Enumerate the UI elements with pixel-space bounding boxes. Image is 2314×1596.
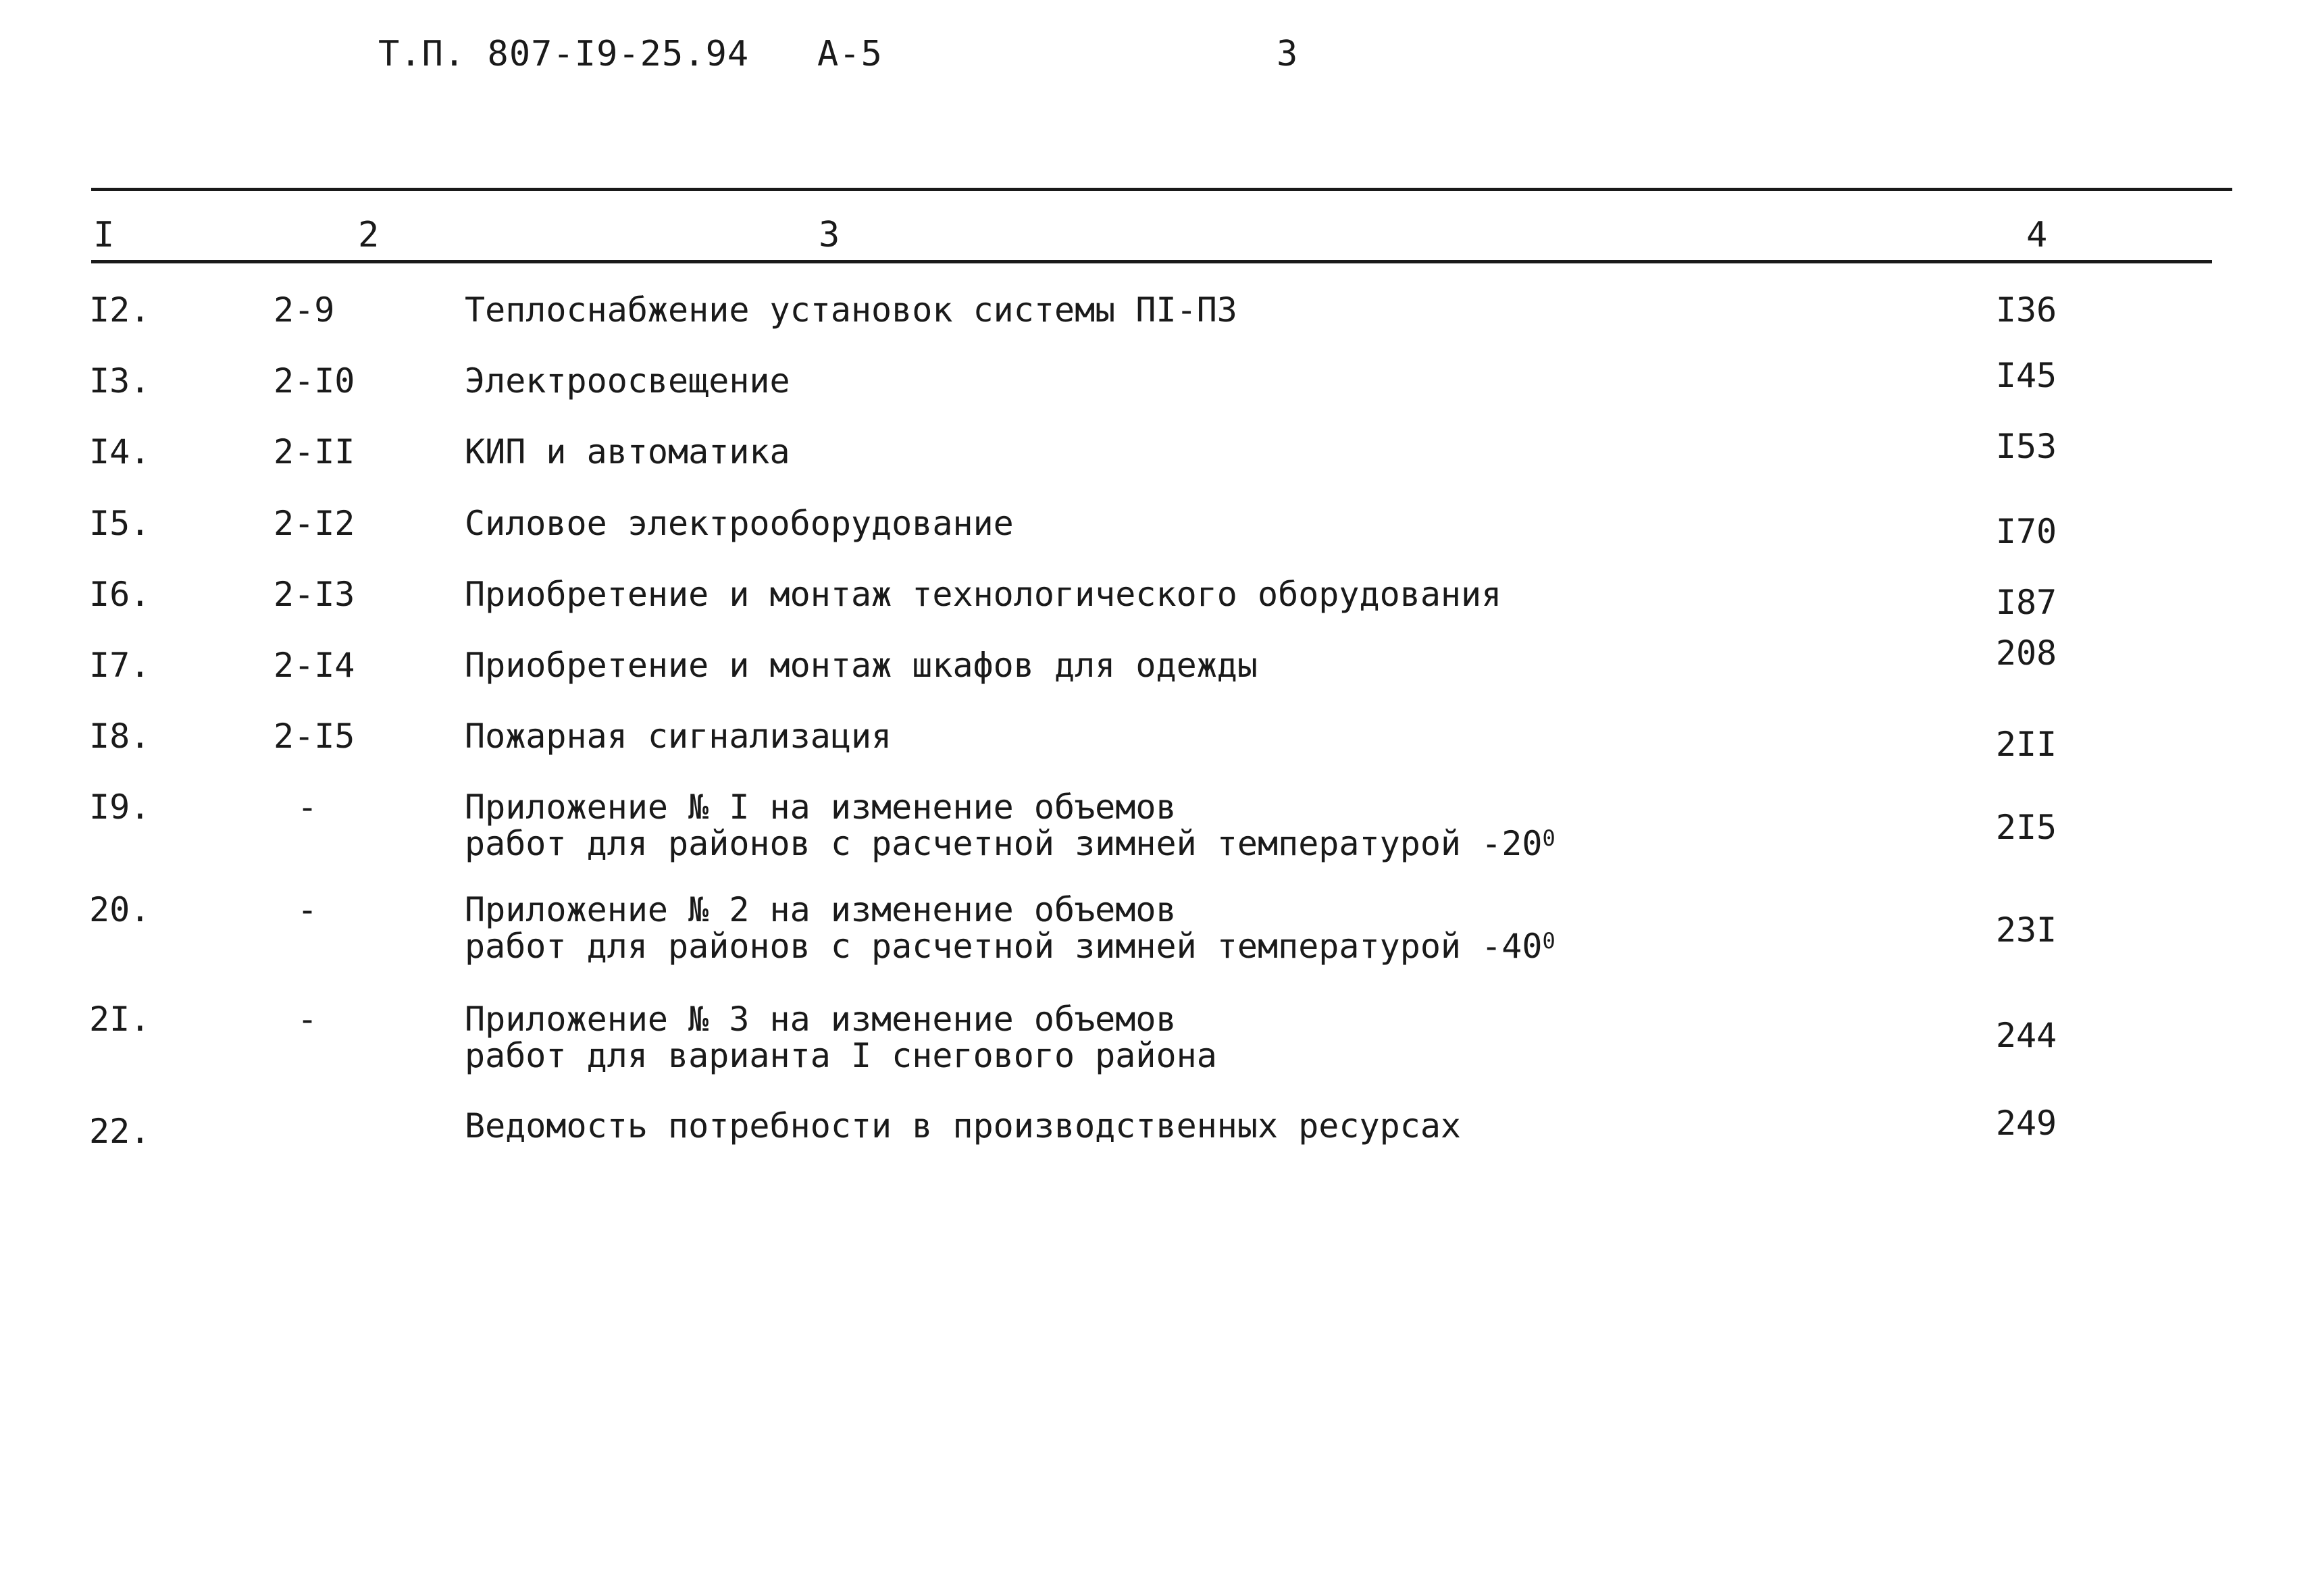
row-title [465, 1108, 1461, 1144]
row-code: - [297, 1000, 318, 1039]
row-page: 2II [1995, 725, 2057, 764]
row-title [465, 789, 1555, 862]
row-number: I4. [89, 432, 151, 471]
row-code: 2-I5 [274, 717, 355, 756]
page-number: 3 [1277, 34, 1299, 74]
row-code: 2-II [274, 432, 355, 471]
row-title [465, 576, 1501, 613]
row-page: 249 [1995, 1104, 2057, 1143]
table-top-rule [91, 188, 2232, 191]
column-header-3: 3 [819, 215, 840, 255]
row-page: I87 [1995, 583, 2057, 622]
row-title-line: Электроосвещение [465, 361, 790, 401]
column-header-4: 4 [2026, 215, 2048, 255]
row-title-line: работ для районов с расчетной зимней температурой $-40^0$ [465, 927, 1555, 966]
row-title-line: Теплоснабжение установок системы ПI-П3 [465, 290, 1237, 330]
row-title [465, 718, 892, 754]
row-number: I5. [89, 504, 151, 543]
row-code: - [297, 890, 318, 929]
row-code: 2-I3 [274, 575, 355, 614]
row-title-line: Силовое электрооборудование [465, 504, 1014, 543]
row-number: I2. [89, 290, 151, 330]
row-title-line: Приобретение и монтаж шкафов для одежды [465, 646, 1258, 685]
row-title [465, 505, 1014, 542]
document-code: Т.П. 807-I9-25.94 [378, 34, 750, 74]
row-number: I9. [89, 788, 151, 827]
row-title [465, 647, 1258, 684]
sheet-label: А-5 [817, 34, 883, 74]
row-page: I53 [1995, 427, 2057, 466]
degree-superscript: 0 [1542, 825, 1555, 851]
row-title-line: Ведомость потребности в производственных ресурсах [465, 1106, 1462, 1145]
row-title-line: Приложение № 3 на изменение объемов [465, 1000, 1177, 1039]
row-number: 20. [89, 890, 151, 929]
degree-superscript: 0 [1542, 928, 1555, 954]
row-code: 2-9 [274, 290, 335, 330]
row-code: - [297, 788, 318, 827]
row-page: I70 [1995, 512, 2057, 551]
row-code: 2-I4 [274, 646, 355, 685]
row-title-line: КИП и автоматика [465, 432, 790, 471]
table-header-rule [91, 260, 2212, 263]
row-page: I45 [1995, 356, 2057, 395]
row-title-line: Пожарная сигнализация [465, 717, 892, 756]
row-number: I8. [89, 717, 151, 756]
row-title [465, 1001, 1217, 1074]
row-page: 244 [1995, 1016, 2057, 1055]
row-title-line: Приобретение и монтаж технологического оборудования [465, 575, 1502, 614]
row-page: 2I5 [1995, 808, 2057, 847]
row-number: I3. [89, 361, 151, 401]
row-number: 2I. [89, 1000, 151, 1039]
column-header-2: 2 [358, 215, 380, 255]
row-page: I36 [1995, 290, 2057, 330]
row-number: I7. [89, 646, 151, 685]
row-title-line: Приложение № I на изменение объемов [465, 788, 1177, 827]
row-title-line: работ для варианта I снегового района [465, 1036, 1217, 1075]
row-page: 208 [1995, 634, 2057, 673]
row-number: 22. [89, 1112, 151, 1151]
row-title [465, 292, 1237, 328]
row-title [465, 892, 1555, 964]
row-title-line: Приложение № 2 на изменение объемов [465, 890, 1177, 929]
row-page: 23I [1995, 910, 2057, 950]
row-number: I6. [89, 575, 151, 614]
row-code: 2-I2 [274, 504, 355, 543]
column-header-1: I [93, 215, 115, 255]
row-title [465, 363, 790, 399]
row-title-line: работ для районов с расчетной зимней температурой $-20^0$ [465, 824, 1555, 863]
row-title [465, 434, 790, 470]
row-code: 2-I0 [274, 361, 355, 401]
